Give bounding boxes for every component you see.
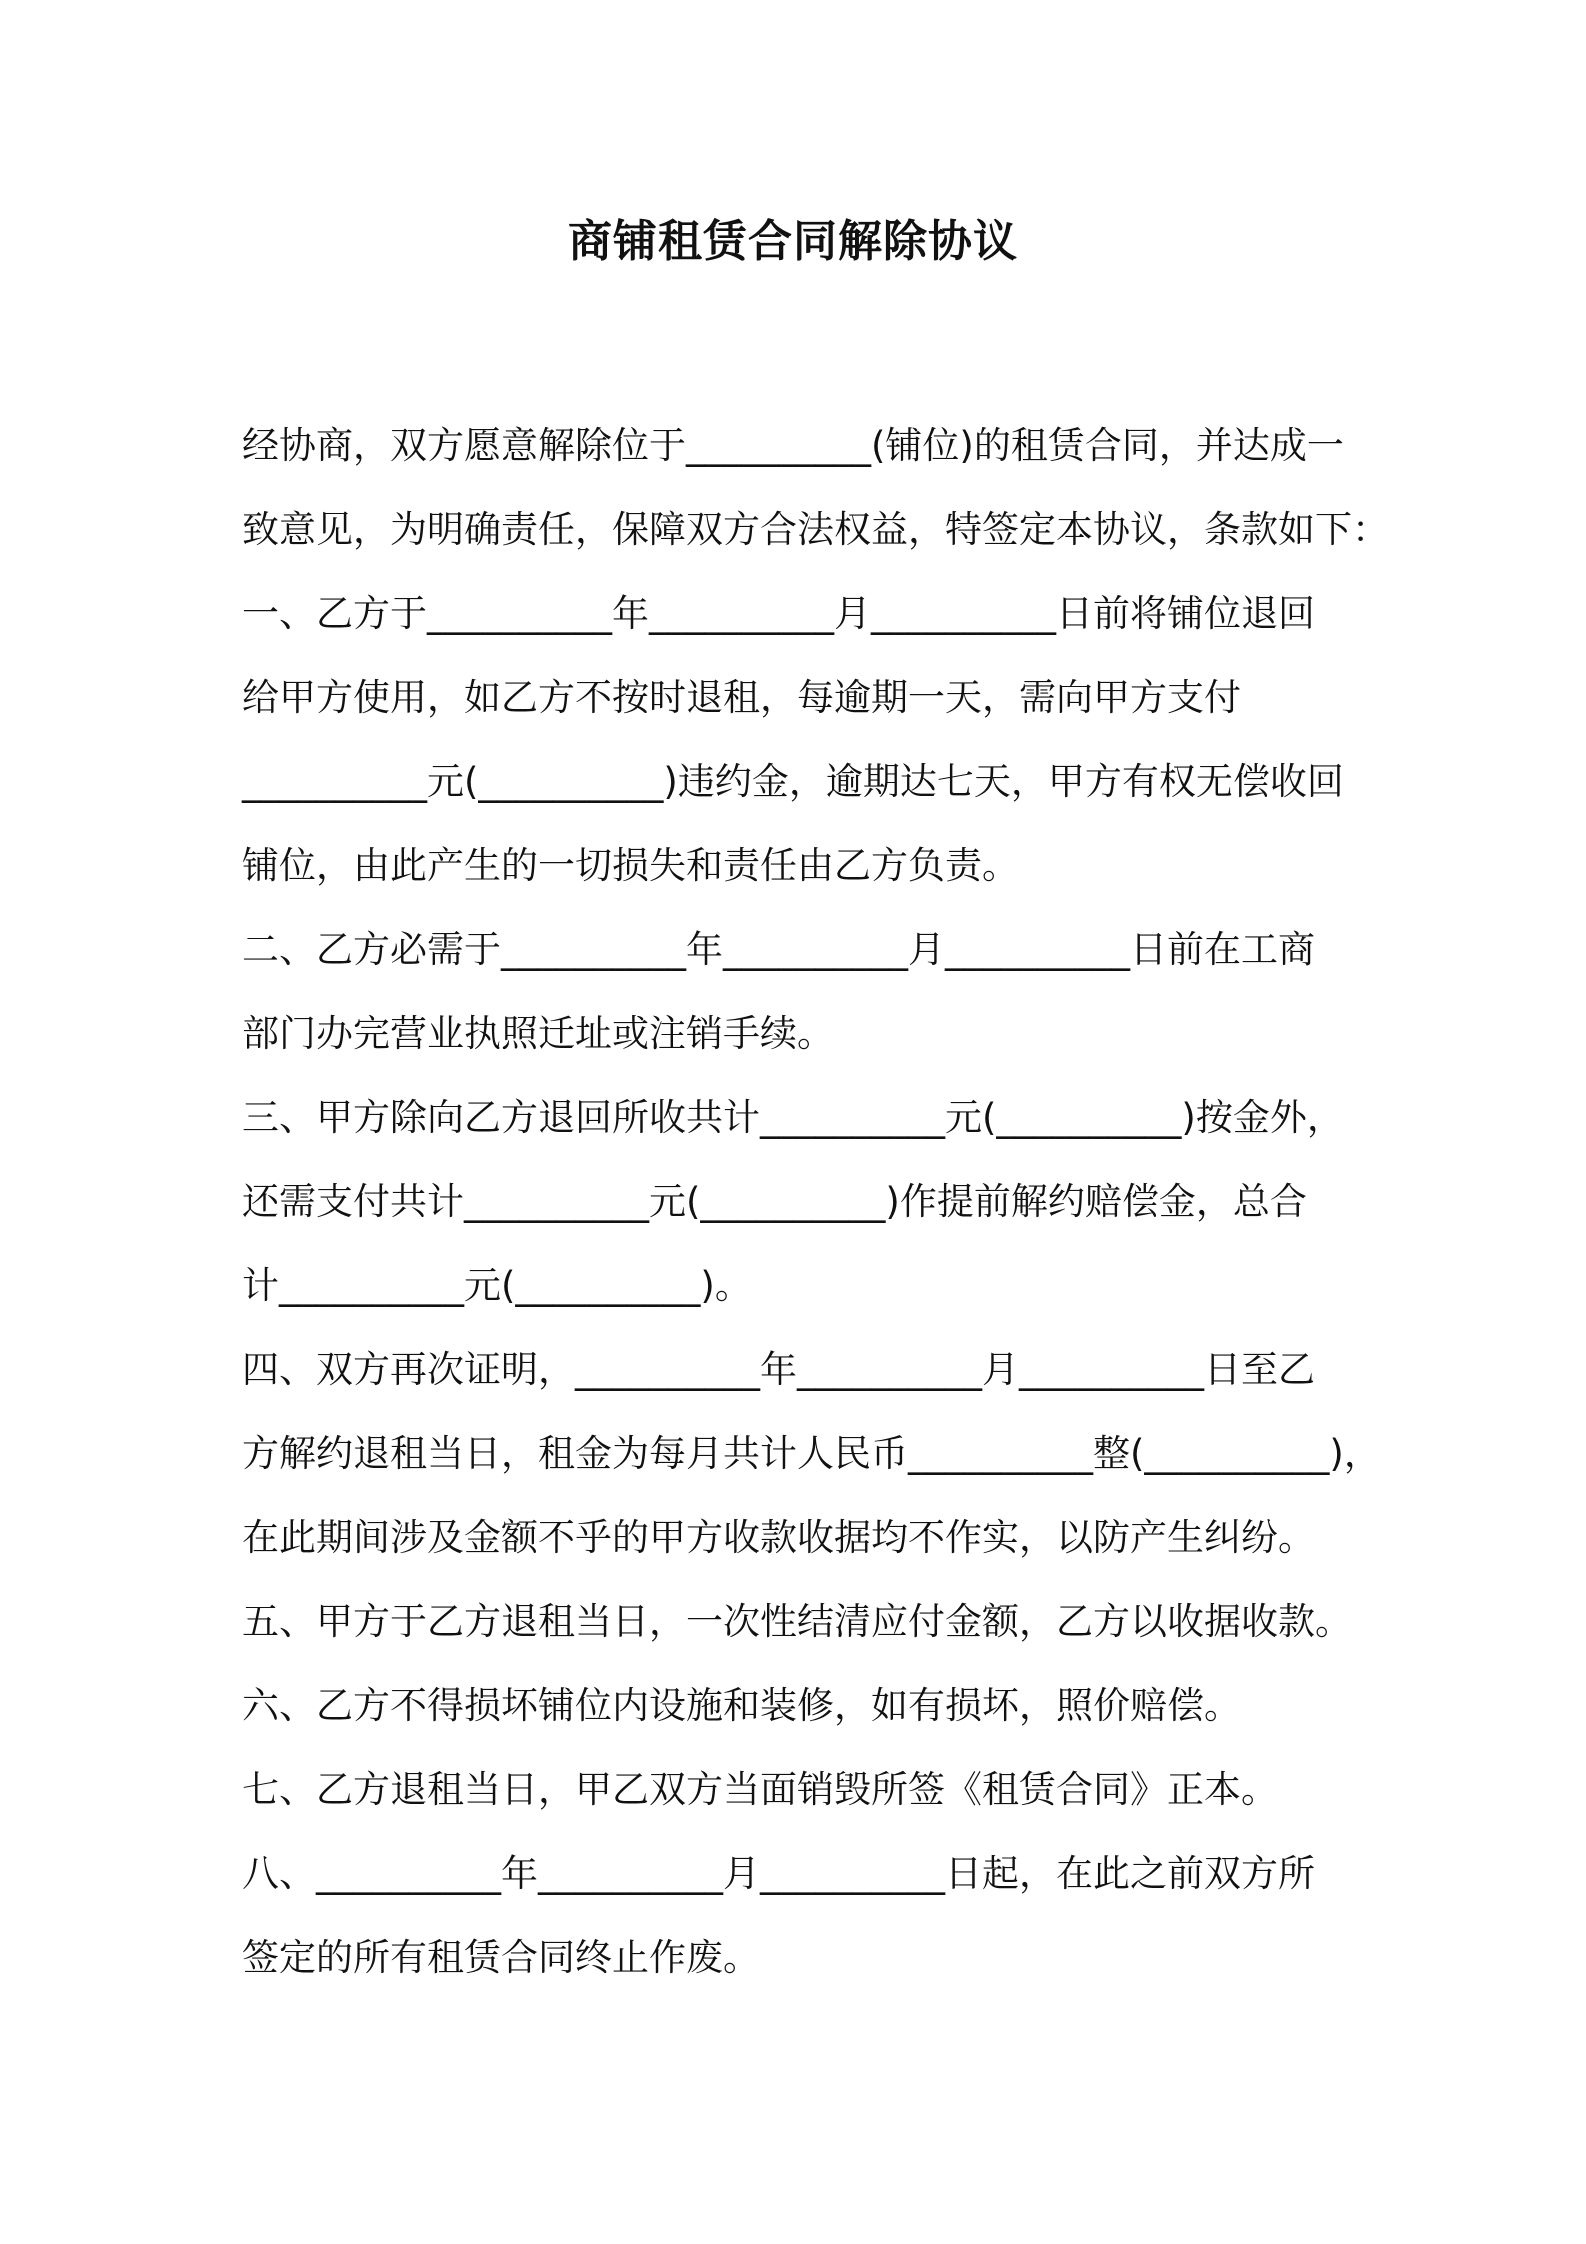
- body-line: 经协商，双方愿意解除位于__________(铺位)的租赁合同，并达成一: [242, 424, 1344, 467]
- clause-6-line: 六、乙方不得损坏铺位内设施和装修，如有损坏，照价赔偿。: [242, 1684, 1241, 1727]
- clause-7-line: 七、乙方退租当日，甲乙双方当面销毁所签《租赁合同》正本。: [242, 1768, 1278, 1811]
- clause-1-line: __________元(__________)违约金，逾期达七天，甲方有权无偿收回: [242, 760, 1344, 803]
- document-body: [242, 404, 1389, 2000]
- clause-1-line: 给甲方使用，如乙方不按时退租，每逾期一天，需向甲方支付: [242, 676, 1241, 719]
- clause-4-line: 在此期间涉及金额不乎的甲方收款收据均不作实，以防产生纠纷。: [242, 1516, 1315, 1559]
- clause-4-line: 四、双方再次证明，__________年__________月__________日至乙: [242, 1348, 1315, 1391]
- clause-8-line: 八、__________年__________月__________日起，在此之前双方所: [242, 1852, 1315, 1895]
- clause-1-line: 铺位，由此产生的一切损失和责任由乙方负责。: [242, 844, 1019, 887]
- clause-2-line: 部门办完营业执照迁址或注销手续。: [242, 1012, 834, 1055]
- clause-4-line: 方解约退租当日，租金为每月共计人民币__________整(__________)，: [242, 1432, 1381, 1475]
- clause-2-line: 二、乙方必需于__________年__________月__________日前在工商: [242, 928, 1315, 971]
- document-title: 商铺租赁合同解除协议: [568, 216, 1018, 267]
- clause-3-line: 计__________元(__________)。: [242, 1264, 752, 1307]
- clause-8-line: 签定的所有租赁合同终止作废。: [242, 1936, 760, 1979]
- clause-3-line: 还需支付共计__________元(__________)作提前解约赔偿金，总合: [242, 1180, 1307, 1223]
- clause-3-line: 三、甲方除向乙方退回所收共计__________元(__________)按金外，: [242, 1096, 1344, 1139]
- clause-1-line: 一、乙方于__________年__________月__________日前将铺位退回: [242, 592, 1315, 635]
- clause-5-line: 五、甲方于乙方退租当日，一次性结清应付金额，乙方以收据收款。: [242, 1600, 1352, 1643]
- body-line: 致意见，为明确责任，保障双方合法权益，特签定本协议，条款如下：: [242, 508, 1389, 551]
